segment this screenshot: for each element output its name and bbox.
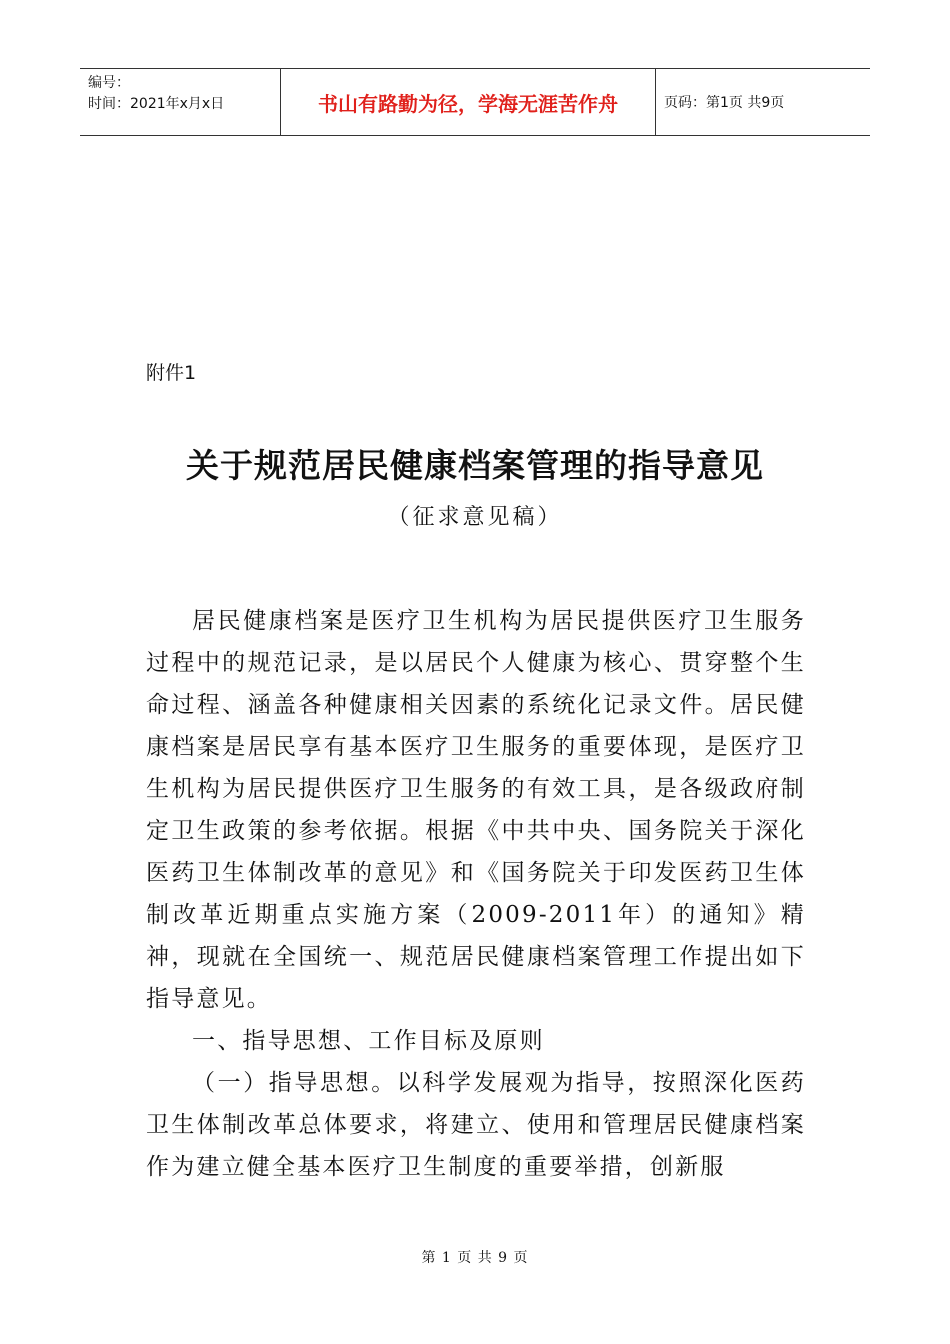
document-body xyxy=(146,600,806,1188)
header-meta xyxy=(80,69,280,135)
header-page-info: 页码：第1页 共9页 xyxy=(664,95,785,111)
section-heading: 一、指导思想、工作目标及原则 xyxy=(192,1028,545,1054)
paragraph-guiding-thought: （一）指导思想。以科学发展观为指导，按照深化医药卫生体制改革总体要求，将建立、使用和管理居民健康档案作为建立健全基本医疗卫生制度的重要举措，创新服 xyxy=(146,1070,806,1180)
header-motto: 书山有路勤为径，学海无涯苦作舟 xyxy=(280,69,656,135)
paragraph-intro: 居民健康档案是医疗卫生机构为居民提供医疗卫生服务过程中的规范记录，是以居民个人健康为核心、贯穿整个生命过程、涵盖各种健康相关因素的系统化记录文件。居民健康档案是居民享有基本医疗卫生服务的重要体现，是医疗卫生机构为居民提供医疗卫生服务的有效工具，是各级政府制定卫生政策的参考依据。根据《中共中央、国务院关于深化医药卫生体制改革的意见》和《国务院关于印发医药卫生体制改革近期重点实施方案（2009-2011年）的通知》精神，现就在全国统一、规范居民健康档案管理工作提出如下指导意见。 xyxy=(146,608,806,1012)
attachment-label: 附件1 xyxy=(146,362,197,384)
document-subtitle: （征求意见稿） xyxy=(387,505,563,530)
page-footer: 第 1 页 共 9 页 xyxy=(421,1250,529,1266)
header-table xyxy=(80,68,870,136)
document-title: 关于规范居民健康档案管理的指导意见 xyxy=(186,446,764,485)
number-label: 编号： xyxy=(88,75,130,91)
time-label: 时间：2021年x月x日 xyxy=(88,96,225,112)
